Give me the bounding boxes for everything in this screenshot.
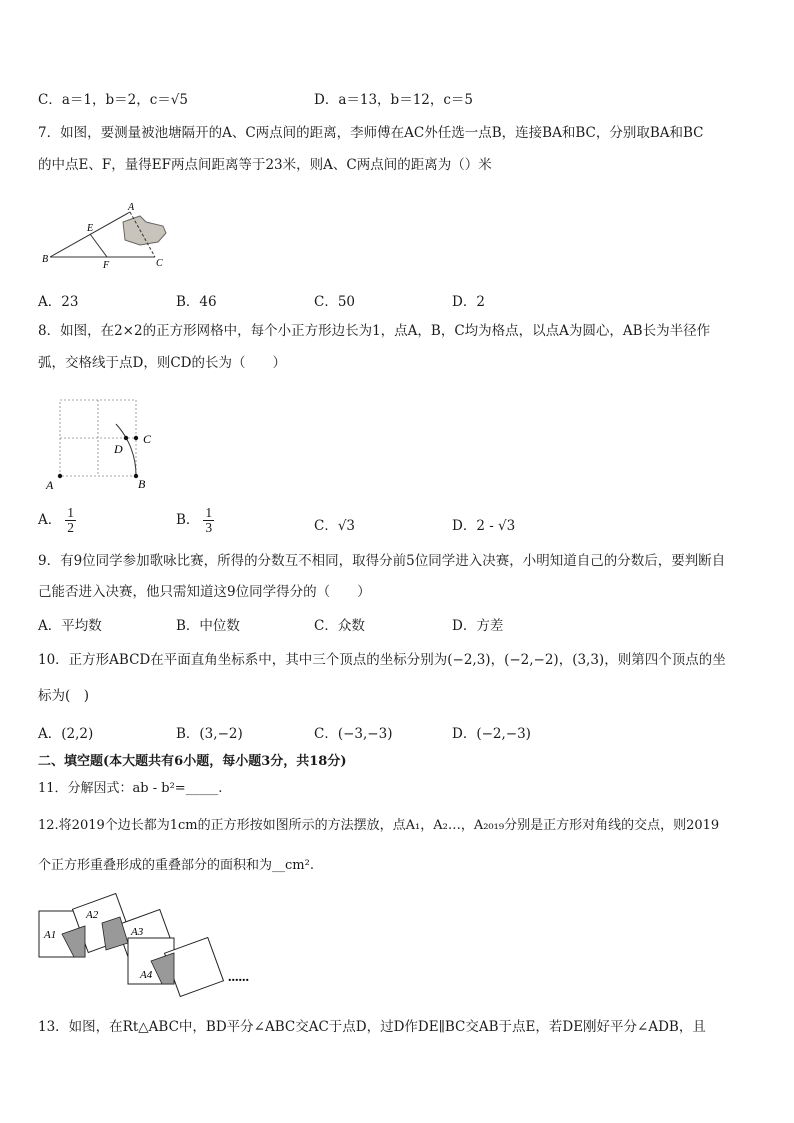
q7-label-e: E [87,223,94,234]
q7-label-f: F [103,260,110,270]
q9-stem-line1: 9．有9位同学参加歌咏比赛，所得的分数互不相同，取得分前5位同学进入决赛，小明知道自己的分数后，要判断自 [38,553,726,569]
q12-figure [36,893,266,1003]
q8-label-d: D [114,442,123,456]
q10-option-c: C．(−3,−3) [314,726,393,742]
q12-label-a2: A2 [86,909,99,921]
q7-option-a: A．23 [38,294,79,310]
q7-figure [40,200,180,270]
fraction-one-third: $\frac{1}{3}$ [205,505,213,535]
q7-stem-line1: 7．如图，要测量被池塘隔开的A、C两点间的距离，李师傅在AC外任选一点B，连接BA和BC，分别取BA和BC [38,125,704,141]
q9-option-d: D．方差 [452,618,504,634]
q6-option-d: D．a＝13，b＝12，c＝5 [314,92,474,108]
q8-option-b: B． $\frac{1}{3}$ [176,505,213,535]
q8-figure [40,392,170,494]
q7-option-d: D．2 [452,294,485,310]
q10-stem-line2: 标为( ) [38,688,90,704]
q8-label-c: C [143,432,152,446]
q8-option-d: D．2 - √3 [452,518,516,534]
q9-option-a: A．平均数 [38,618,102,634]
q7-option-b: B．46 [176,294,217,310]
q9-option-c: C．众数 [314,618,365,634]
q7-label-a: A [128,202,135,213]
q12-stem-line1: 12.将2019个边长都为1cm的正方形按如图所示的方法摆放，点A₁，A₂…，A₂₀₁₉分别是正方形对角线的交点，则2019 [38,818,720,833]
fraction-one-half: $\frac{1}{2}$ [67,505,74,535]
section-heading-fill-in: 二、填空题(本大题共有6小题，每小题3分，共18分) [38,754,347,769]
q6-option-c: C．a＝1，b＝2，c＝√5 [38,92,188,108]
q8-label-b: B [138,477,146,491]
q10-option-d: D．(−2,−3) [452,726,531,742]
q8-option-c: C．√3 [314,518,356,534]
q7-label-c: C [156,258,163,269]
q12-ellipsis: ...... [228,970,249,985]
q7-stem-line2: 的中点E、F，量得EF两点间距离等于23米，则A、C两点间的距离为（）米 [38,157,492,173]
q10-stem-line1: 10．正方形ABCD在平面直角坐标系中，其中三个顶点的坐标分别为(−2,3)，(−2,−2)，(3,3)，则第四个顶点的坐 [38,652,726,668]
q12-stem-line2: 个正方形重叠形成的重叠部分的面积和为__cm². [38,858,314,873]
q7-option-c: C．50 [314,294,356,310]
q13-stem-line1: 13．如图，在Rt△ABC中，BD平分∠ABC交AC于点D，过D作DE∥BC交AB于点E，若DE刚好平分∠ADB，且 [38,1019,706,1035]
q8-stem-line1: 8．如图，在2×2的正方形网格中，每个小正方形边长为1，点A，B，C均为格点，以点A为圆心，AB长为半径作 [38,323,711,339]
q8-option-a: A． $\frac{1}{2}$ [38,505,74,535]
q11-stem: 11．分解因式：ab - b²=_____. [38,781,223,796]
q12-label-a4: A4 [140,969,153,981]
q8-stem-line2: 弧，交格线于点D，则CD的长为（ ） [38,355,286,371]
q9-option-b: B．中位数 [176,618,240,634]
q9-stem-line2: 己能否进入决赛，他只需知道这9位同学得分的（ ） [38,584,371,600]
q7-label-b: B [42,254,49,265]
q12-label-a1: A1 [44,929,57,941]
q8-label-a: A [46,478,54,492]
q12-label-a3: A3 [131,926,144,938]
q10-option-a: A．(2,2) [38,726,94,742]
q10-option-b: B．(3,−2) [176,726,243,742]
